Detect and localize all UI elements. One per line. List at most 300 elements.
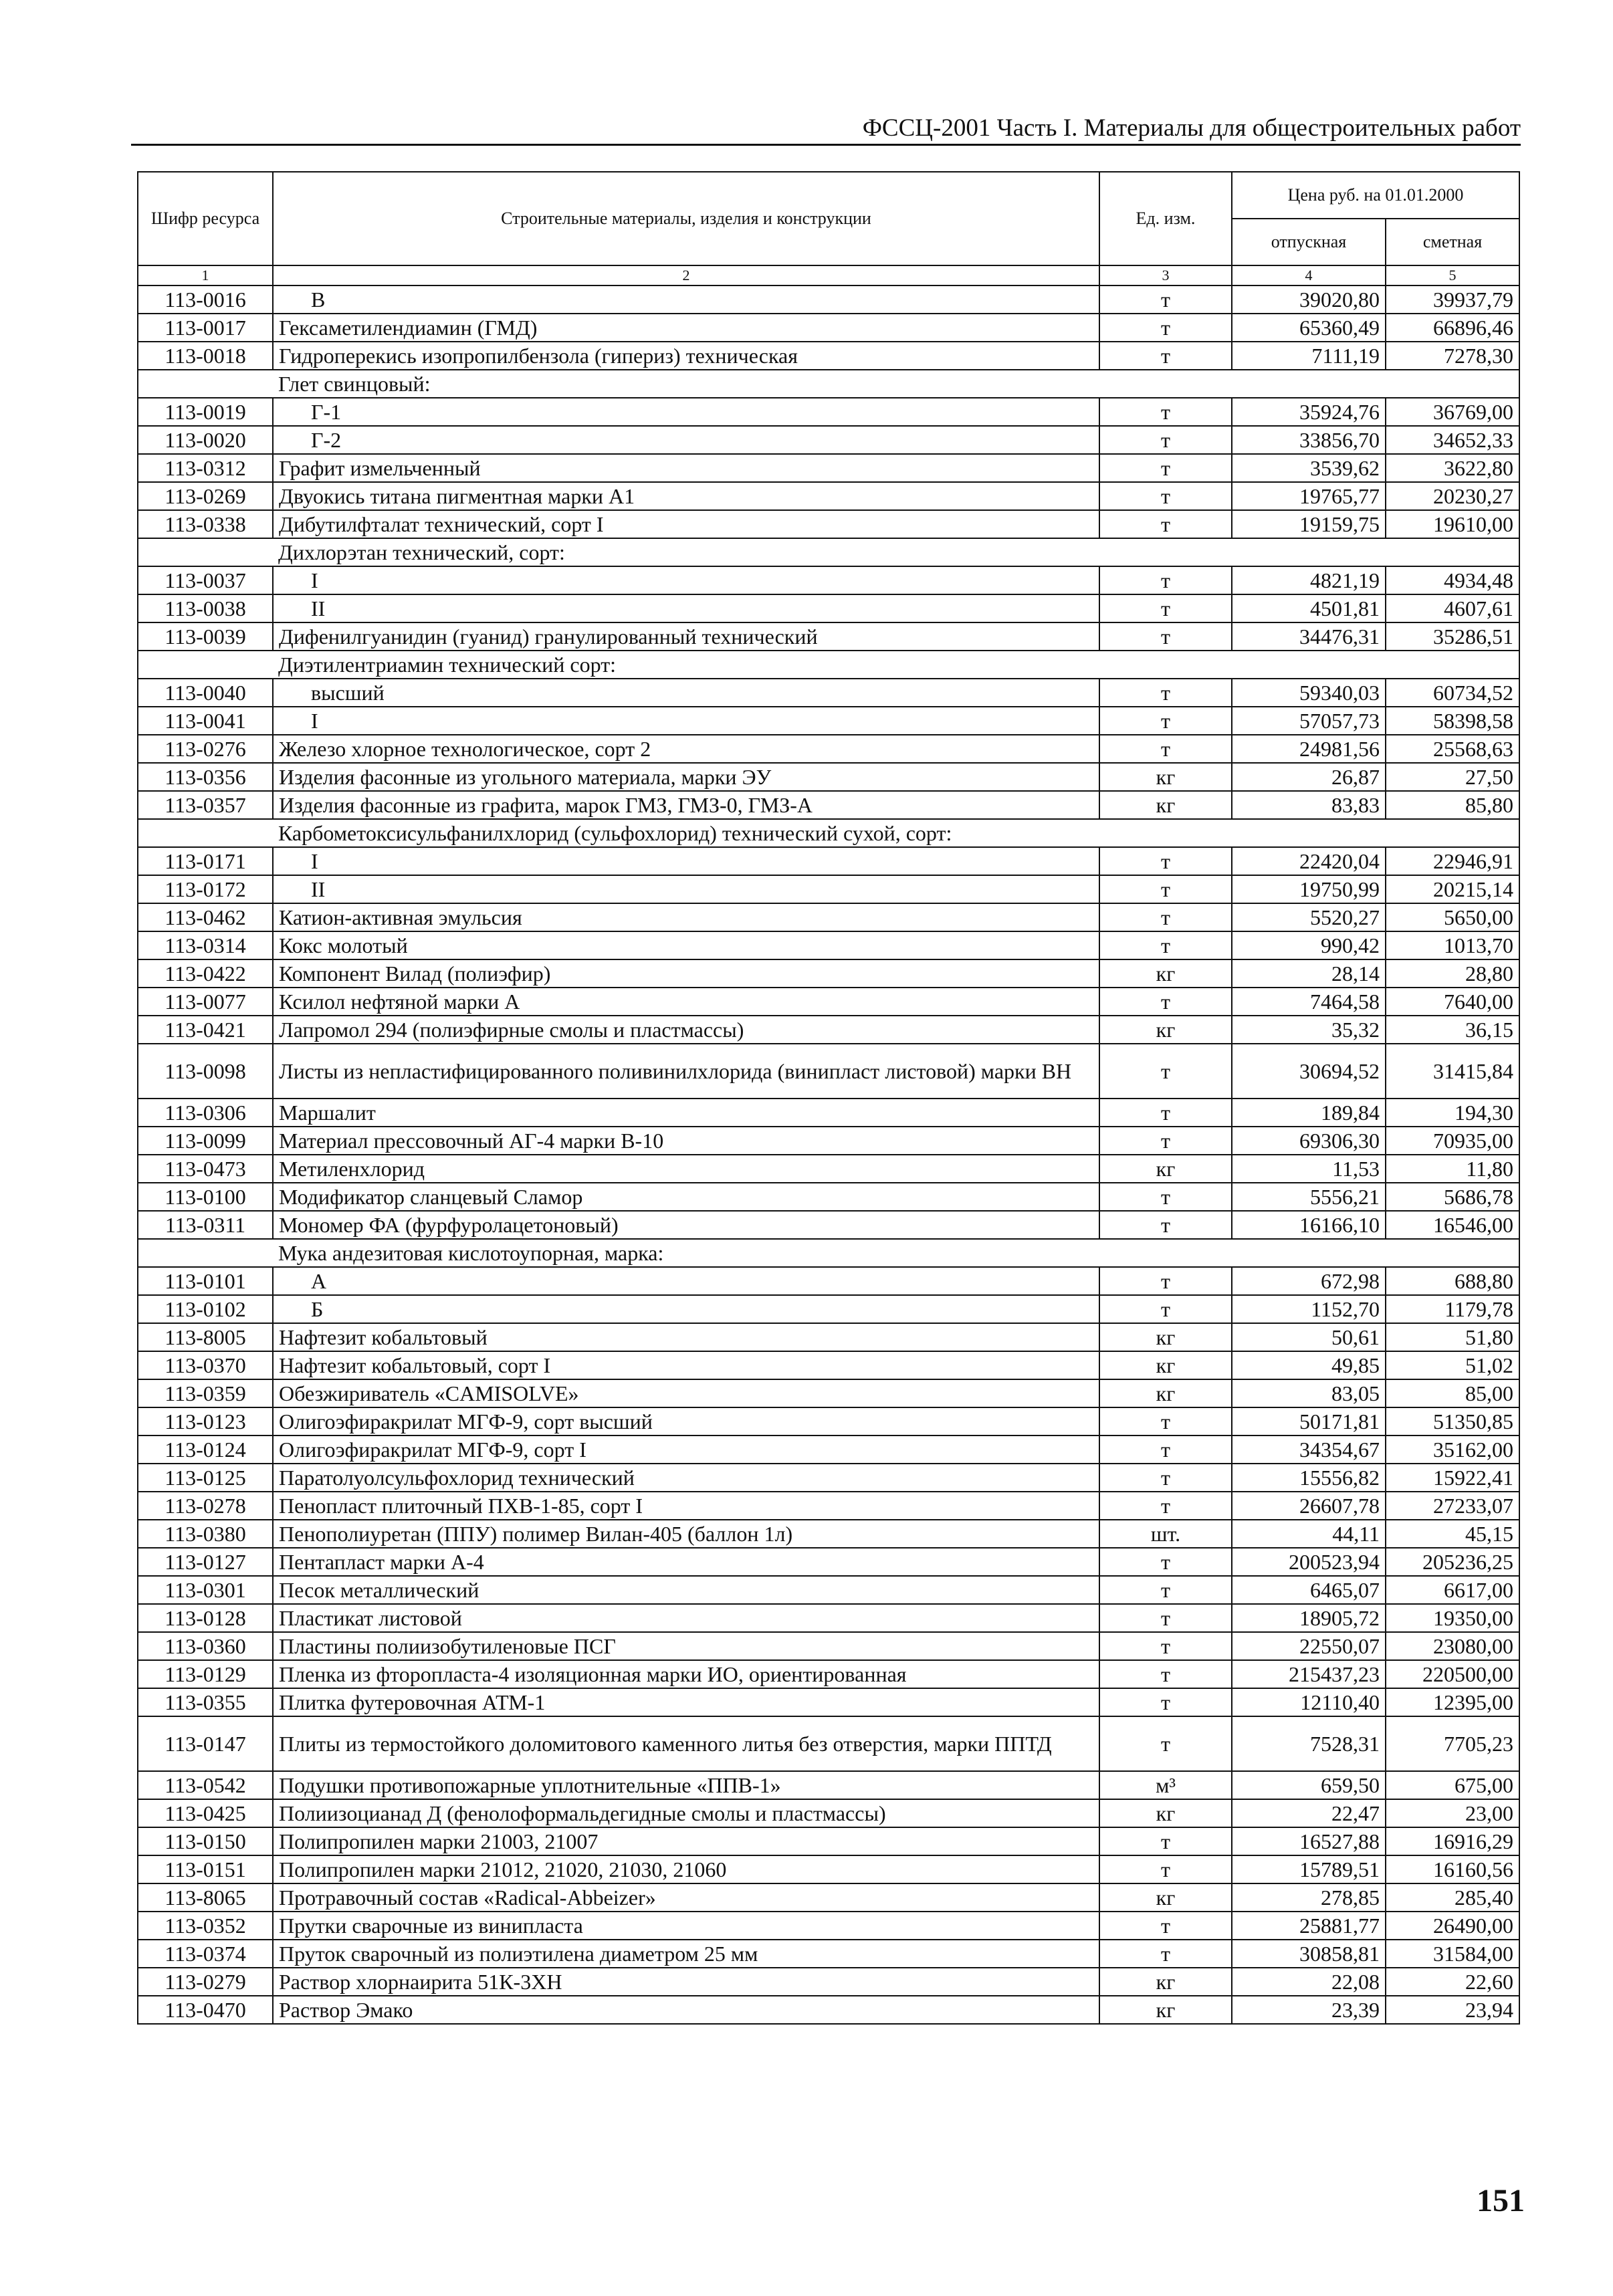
material-name-text: II bbox=[311, 877, 326, 901]
release-price: 19750,99 bbox=[1232, 875, 1386, 903]
table-row bbox=[138, 1155, 1519, 1183]
material-name bbox=[273, 1827, 1099, 1855]
release-price: 35,32 bbox=[1232, 1016, 1386, 1044]
release-price: 215437,23 bbox=[1232, 1660, 1386, 1688]
resource-code: 113-0374 bbox=[138, 1940, 273, 1968]
release-price: 30858,81 bbox=[1232, 1940, 1386, 1968]
table-row bbox=[138, 398, 1519, 426]
release-price: 189,84 bbox=[1232, 1099, 1386, 1127]
estimate-price: 70935,00 bbox=[1386, 1127, 1519, 1155]
unit: т bbox=[1099, 1464, 1232, 1492]
unit: т bbox=[1099, 426, 1232, 454]
resource-code: 113-0125 bbox=[138, 1464, 273, 1492]
material-name-text: Катион-активная эмульсия bbox=[279, 905, 522, 929]
table-row bbox=[138, 1464, 1519, 1492]
release-price: 44,11 bbox=[1232, 1520, 1386, 1548]
unit: т bbox=[1099, 735, 1232, 763]
table-row bbox=[138, 1771, 1519, 1799]
table-row bbox=[138, 959, 1519, 988]
estimate-price: 23080,00 bbox=[1386, 1632, 1519, 1660]
unit: кг bbox=[1099, 1799, 1232, 1827]
unit: т bbox=[1099, 1940, 1232, 1968]
unit: т bbox=[1099, 931, 1232, 959]
material-name bbox=[273, 566, 1099, 594]
material-name-text: Ксилол нефтяной марки А bbox=[279, 990, 520, 1014]
resource-code: 113-0276 bbox=[138, 735, 273, 763]
material-name-text: Подушки противопожарные уплотнительные «ППВ-1» bbox=[279, 1773, 781, 1797]
material-name-text: Маршалит bbox=[279, 1101, 376, 1125]
resource-code: 113-0150 bbox=[138, 1827, 273, 1855]
table-row bbox=[138, 1295, 1519, 1323]
material-name-text: В bbox=[311, 288, 326, 312]
table-row bbox=[138, 763, 1519, 791]
material-name-text: Метиленхлорид bbox=[279, 1157, 425, 1181]
material-name bbox=[273, 707, 1099, 735]
material-name bbox=[273, 1576, 1099, 1604]
resource-code: 113-0352 bbox=[138, 1912, 273, 1940]
material-name-text: Пентапласт марки А-4 bbox=[279, 1550, 484, 1574]
resource-code: 113-0041 bbox=[138, 707, 273, 735]
release-price: 12110,40 bbox=[1232, 1688, 1386, 1716]
table-row bbox=[138, 735, 1519, 763]
resource-code: 113-0360 bbox=[138, 1632, 273, 1660]
release-price: 34476,31 bbox=[1232, 622, 1386, 651]
resource-code: 113-0077 bbox=[138, 988, 273, 1016]
material-name bbox=[273, 454, 1099, 482]
material-name bbox=[273, 510, 1099, 538]
estimate-price: 22,60 bbox=[1386, 1968, 1519, 1996]
material-name bbox=[273, 1323, 1099, 1351]
release-price: 4821,19 bbox=[1232, 566, 1386, 594]
release-price: 200523,94 bbox=[1232, 1548, 1386, 1576]
material-name-text: Изделия фасонные из графита, марок ГМЗ, ГМЗ-0, ГМЗ-А bbox=[279, 793, 813, 817]
price-table bbox=[137, 171, 1520, 2025]
table-row bbox=[138, 482, 1519, 510]
material-name bbox=[273, 1940, 1099, 1968]
table-row bbox=[138, 1183, 1519, 1211]
group-code-blank bbox=[138, 538, 273, 566]
estimate-price: 19350,00 bbox=[1386, 1604, 1519, 1632]
material-name-text: Листы из непластифицированного поливинилхлорида (винипласт листовой) марки ВН bbox=[279, 1059, 1072, 1083]
release-price: 26,87 bbox=[1232, 763, 1386, 791]
unit: т bbox=[1099, 707, 1232, 735]
group-heading-row bbox=[138, 370, 1519, 398]
material-name-text: Пластикат листовой bbox=[279, 1606, 462, 1630]
group-heading: Мука андезитовая кислотоупорная, марка: bbox=[273, 1239, 1519, 1267]
table-row bbox=[138, 1576, 1519, 1604]
resource-code: 113-0098 bbox=[138, 1044, 273, 1099]
release-price: 18905,72 bbox=[1232, 1604, 1386, 1632]
table-row bbox=[138, 1267, 1519, 1295]
unit: т bbox=[1099, 1660, 1232, 1688]
resource-code: 113-0542 bbox=[138, 1771, 273, 1799]
group-heading: Глет свинцовый: bbox=[273, 370, 1519, 398]
header-code: Шифр ресурса bbox=[138, 172, 273, 265]
resource-code: 113-0018 bbox=[138, 342, 273, 370]
release-price: 59340,03 bbox=[1232, 679, 1386, 707]
unit: т bbox=[1099, 1099, 1232, 1127]
unit: т bbox=[1099, 1295, 1232, 1323]
resource-code: 113-0359 bbox=[138, 1379, 273, 1407]
unit: кг bbox=[1099, 1016, 1232, 1044]
unit: т bbox=[1099, 1604, 1232, 1632]
release-price: 16166,10 bbox=[1232, 1211, 1386, 1239]
material-name bbox=[273, 1464, 1099, 1492]
header-price-group: Цена руб. на 01.01.2000 bbox=[1232, 172, 1519, 219]
material-name-text: Раствор хлорнаирита 51К-3ХН bbox=[279, 1970, 562, 1994]
table-row bbox=[138, 1044, 1519, 1099]
release-price: 16527,88 bbox=[1232, 1827, 1386, 1855]
release-price: 278,85 bbox=[1232, 1883, 1386, 1912]
resource-code: 113-0311 bbox=[138, 1211, 273, 1239]
unit: т bbox=[1099, 566, 1232, 594]
material-name bbox=[273, 1492, 1099, 1520]
material-name-text: Плиты из термостойкого доломитового каменного литья без отверстия, марки ППТД bbox=[279, 1732, 1052, 1756]
unit: т bbox=[1099, 1267, 1232, 1295]
estimate-price: 7278,30 bbox=[1386, 342, 1519, 370]
release-price: 15789,51 bbox=[1232, 1855, 1386, 1883]
material-name bbox=[273, 1155, 1099, 1183]
estimate-price: 7705,23 bbox=[1386, 1716, 1519, 1771]
material-name-text: Плитка футеровочная АТМ-1 bbox=[279, 1690, 546, 1714]
release-price: 672,98 bbox=[1232, 1267, 1386, 1295]
release-price: 6465,07 bbox=[1232, 1576, 1386, 1604]
unit: шт. bbox=[1099, 1520, 1232, 1548]
estimate-price: 60734,52 bbox=[1386, 679, 1519, 707]
material-name bbox=[273, 1771, 1099, 1799]
estimate-price: 36,15 bbox=[1386, 1016, 1519, 1044]
estimate-price: 25568,63 bbox=[1386, 735, 1519, 763]
table-row bbox=[138, 594, 1519, 622]
estimate-price: 16546,00 bbox=[1386, 1211, 1519, 1239]
table-row bbox=[138, 510, 1519, 538]
unit: т bbox=[1099, 679, 1232, 707]
material-name bbox=[273, 763, 1099, 791]
material-name-text: Мономер ФА (фурфуролацетоновый) bbox=[279, 1213, 619, 1237]
table-row bbox=[138, 1716, 1519, 1771]
estimate-price: 205236,25 bbox=[1386, 1548, 1519, 1576]
resource-code: 113-0306 bbox=[138, 1099, 273, 1127]
resource-code: 113-0312 bbox=[138, 454, 273, 482]
estimate-price: 285,40 bbox=[1386, 1883, 1519, 1912]
release-price: 11,53 bbox=[1232, 1155, 1386, 1183]
resource-code: 113-0357 bbox=[138, 791, 273, 819]
table-row bbox=[138, 1940, 1519, 1968]
table-row bbox=[138, 1996, 1519, 2024]
release-price: 50,61 bbox=[1232, 1323, 1386, 1351]
unit: т bbox=[1099, 1716, 1232, 1771]
resource-code: 113-0473 bbox=[138, 1155, 273, 1183]
group-heading-row bbox=[138, 651, 1519, 679]
table-row bbox=[138, 454, 1519, 482]
material-name-text: Прутки сварочные из винипласта bbox=[279, 1914, 583, 1938]
estimate-price: 34652,33 bbox=[1386, 426, 1519, 454]
material-name bbox=[273, 1799, 1099, 1827]
release-price: 24981,56 bbox=[1232, 735, 1386, 763]
unit: кг bbox=[1099, 1968, 1232, 1996]
material-name-text: Полипропилен марки 21003, 21007 bbox=[279, 1829, 599, 1853]
unit: т bbox=[1099, 847, 1232, 875]
table-row bbox=[138, 679, 1519, 707]
unit: т bbox=[1099, 285, 1232, 314]
table-row bbox=[138, 1912, 1519, 1940]
release-price: 65360,49 bbox=[1232, 314, 1386, 342]
header-name: Строительные материалы, изделия и конструкции bbox=[273, 172, 1099, 265]
material-name bbox=[273, 1295, 1099, 1323]
material-name-text: Компонент Вилад (полиэфир) bbox=[279, 961, 551, 986]
estimate-price: 36769,00 bbox=[1386, 398, 1519, 426]
table-row bbox=[138, 622, 1519, 651]
resource-code: 113-8005 bbox=[138, 1323, 273, 1351]
release-price: 23,39 bbox=[1232, 1996, 1386, 2024]
unit: т bbox=[1099, 1492, 1232, 1520]
estimate-price: 27233,07 bbox=[1386, 1492, 1519, 1520]
unit: кг bbox=[1099, 1883, 1232, 1912]
estimate-price: 5686,78 bbox=[1386, 1183, 1519, 1211]
estimate-price: 51,80 bbox=[1386, 1323, 1519, 1351]
material-name-text: Двуокись титана пигментная марки А1 bbox=[279, 484, 635, 508]
material-name bbox=[273, 1127, 1099, 1155]
estimate-price: 58398,58 bbox=[1386, 707, 1519, 735]
table-row bbox=[138, 791, 1519, 819]
table-row bbox=[138, 1827, 1519, 1855]
unit: т bbox=[1099, 1183, 1232, 1211]
release-price: 7464,58 bbox=[1232, 988, 1386, 1016]
table-row bbox=[138, 1968, 1519, 1996]
resource-code: 113-0123 bbox=[138, 1407, 273, 1436]
resource-code: 113-0101 bbox=[138, 1267, 273, 1295]
unit: т bbox=[1099, 482, 1232, 510]
material-name-text: I bbox=[311, 709, 318, 733]
estimate-price: 26490,00 bbox=[1386, 1912, 1519, 1940]
group-heading-row bbox=[138, 819, 1519, 847]
material-name bbox=[273, 1548, 1099, 1576]
unit: т bbox=[1099, 1576, 1232, 1604]
material-name bbox=[273, 1351, 1099, 1379]
estimate-price: 35162,00 bbox=[1386, 1436, 1519, 1464]
material-name-text: Лапромол 294 (полиэфирные смолы и пластмассы) bbox=[279, 1018, 744, 1042]
material-name bbox=[273, 1044, 1099, 1099]
unit: кг bbox=[1099, 1323, 1232, 1351]
group-code-blank bbox=[138, 819, 273, 847]
estimate-price: 19610,00 bbox=[1386, 510, 1519, 538]
group-code-blank bbox=[138, 370, 273, 398]
material-name bbox=[273, 1436, 1099, 1464]
estimate-price: 1013,70 bbox=[1386, 931, 1519, 959]
material-name bbox=[273, 847, 1099, 875]
table-row bbox=[138, 426, 1519, 454]
material-name-text: Кокс молотый bbox=[279, 933, 408, 957]
resource-code: 113-0151 bbox=[138, 1855, 273, 1883]
unit: кг bbox=[1099, 1351, 1232, 1379]
estimate-price: 6617,00 bbox=[1386, 1576, 1519, 1604]
table-row bbox=[138, 342, 1519, 370]
column-number: 3 bbox=[1099, 265, 1232, 285]
estimate-price: 20230,27 bbox=[1386, 482, 1519, 510]
material-name bbox=[273, 875, 1099, 903]
resource-code: 113-0380 bbox=[138, 1520, 273, 1548]
table-row bbox=[138, 988, 1519, 1016]
estimate-price: 23,00 bbox=[1386, 1799, 1519, 1827]
material-name bbox=[273, 398, 1099, 426]
estimate-price: 23,94 bbox=[1386, 1996, 1519, 2024]
release-price: 19159,75 bbox=[1232, 510, 1386, 538]
unit: т bbox=[1099, 875, 1232, 903]
unit: т bbox=[1099, 398, 1232, 426]
unit: кг bbox=[1099, 1379, 1232, 1407]
estimate-price: 22946,91 bbox=[1386, 847, 1519, 875]
unit: т bbox=[1099, 510, 1232, 538]
material-name-text: Паратолуолсульфохлорид технический bbox=[279, 1466, 635, 1490]
material-name-text: Обезжириватель «CAMISOLVE» bbox=[279, 1381, 579, 1405]
release-price: 5556,21 bbox=[1232, 1183, 1386, 1211]
resource-code: 113-0462 bbox=[138, 903, 273, 931]
material-name bbox=[273, 622, 1099, 651]
estimate-price: 15922,41 bbox=[1386, 1464, 1519, 1492]
material-name-text: Пленка из фторопласта-4 изоляционная марки ИО, ориентированная bbox=[279, 1662, 907, 1686]
unit: т bbox=[1099, 903, 1232, 931]
estimate-price: 51350,85 bbox=[1386, 1407, 1519, 1436]
table-row bbox=[138, 1436, 1519, 1464]
release-price: 4501,81 bbox=[1232, 594, 1386, 622]
table-row bbox=[138, 1016, 1519, 1044]
group-heading-row bbox=[138, 538, 1519, 566]
material-name bbox=[273, 679, 1099, 707]
resource-code: 113-0019 bbox=[138, 398, 273, 426]
resource-code: 113-0171 bbox=[138, 847, 273, 875]
material-name-text: Г-2 bbox=[311, 428, 342, 452]
table-row bbox=[138, 875, 1519, 903]
release-price: 39020,80 bbox=[1232, 285, 1386, 314]
material-name-text: Железо хлорное технологическое, сорт 2 bbox=[279, 737, 651, 761]
release-price: 49,85 bbox=[1232, 1351, 1386, 1379]
estimate-price: 85,80 bbox=[1386, 791, 1519, 819]
material-name-text: Дибутилфталат технический, сорт I bbox=[279, 512, 604, 536]
table-row bbox=[138, 903, 1519, 931]
release-price: 69306,30 bbox=[1232, 1127, 1386, 1155]
material-name bbox=[273, 1407, 1099, 1436]
table-row bbox=[138, 1632, 1519, 1660]
unit: т bbox=[1099, 454, 1232, 482]
resource-code: 113-0147 bbox=[138, 1716, 273, 1771]
estimate-price: 4934,48 bbox=[1386, 566, 1519, 594]
unit: т bbox=[1099, 1044, 1232, 1099]
table-row bbox=[138, 1407, 1519, 1436]
resource-code: 113-0016 bbox=[138, 285, 273, 314]
material-name-text: Пенопласт плиточный ПХВ-1-85, сорт I bbox=[279, 1494, 643, 1518]
unit: кг bbox=[1099, 763, 1232, 791]
table-row bbox=[138, 314, 1519, 342]
table-row bbox=[138, 1351, 1519, 1379]
estimate-price: 194,30 bbox=[1386, 1099, 1519, 1127]
group-code-blank bbox=[138, 1239, 273, 1267]
estimate-price: 1179,78 bbox=[1386, 1295, 1519, 1323]
material-name-text: Раствор Эмако bbox=[279, 1998, 413, 2022]
estimate-price: 16916,29 bbox=[1386, 1827, 1519, 1855]
material-name bbox=[273, 988, 1099, 1016]
material-name-text: Олигоэфиракрилат МГФ-9, сорт высший bbox=[279, 1409, 653, 1433]
unit: т bbox=[1099, 1436, 1232, 1464]
unit: т bbox=[1099, 314, 1232, 342]
material-name bbox=[273, 482, 1099, 510]
material-name bbox=[273, 791, 1099, 819]
material-name-text: Графит измельченный bbox=[279, 456, 481, 480]
resource-code: 113-8065 bbox=[138, 1883, 273, 1912]
material-name-text: Пруток сварочный из полиэтилена диаметром 25 мм bbox=[279, 1942, 758, 1966]
resource-code: 113-0338 bbox=[138, 510, 273, 538]
material-name bbox=[273, 314, 1099, 342]
table-row bbox=[138, 707, 1519, 735]
resource-code: 113-0040 bbox=[138, 679, 273, 707]
material-name-text: Полипропилен марки 21012, 21020, 21030, 21060 bbox=[279, 1857, 727, 1881]
resource-code: 113-0301 bbox=[138, 1576, 273, 1604]
material-name-text: Песок металлический bbox=[279, 1578, 479, 1602]
estimate-price: 16160,56 bbox=[1386, 1855, 1519, 1883]
estimate-price: 11,80 bbox=[1386, 1155, 1519, 1183]
unit: т bbox=[1099, 1827, 1232, 1855]
material-name-text: Дифенилгуанидин (гуанид) гранулированный технический bbox=[279, 624, 818, 649]
release-price: 22,47 bbox=[1232, 1799, 1386, 1827]
resource-code: 113-0100 bbox=[138, 1183, 273, 1211]
page-number: 151 bbox=[1477, 2183, 1525, 2218]
table-row bbox=[138, 1211, 1519, 1239]
column-number: 1 bbox=[138, 265, 273, 285]
running-header: ФССЦ-2001 Часть I. Материалы для общестроительных работ bbox=[131, 111, 1521, 146]
release-price: 22,08 bbox=[1232, 1968, 1386, 1996]
release-price: 83,05 bbox=[1232, 1379, 1386, 1407]
material-name-text: Гидроперекись изопропилбензола (гипериз) техническая bbox=[279, 344, 798, 368]
material-name-text: Пенополиуретан (ППУ) полимер Вилан-405 (баллон 1л) bbox=[279, 1522, 793, 1546]
release-price: 659,50 bbox=[1232, 1771, 1386, 1799]
material-name-text: I bbox=[311, 849, 318, 873]
material-name-text: Пластины полиизобутиленовые ПСГ bbox=[279, 1634, 616, 1658]
estimate-price: 20215,14 bbox=[1386, 875, 1519, 903]
resource-code: 113-0127 bbox=[138, 1548, 273, 1576]
estimate-price: 5650,00 bbox=[1386, 903, 1519, 931]
table-row bbox=[138, 931, 1519, 959]
material-name bbox=[273, 1211, 1099, 1239]
material-name-text: Полиизоцианад Д (фенолоформальдегидные смолы и пластмассы) bbox=[279, 1801, 886, 1825]
estimate-price: 66896,46 bbox=[1386, 314, 1519, 342]
unit: т bbox=[1099, 622, 1232, 651]
release-price: 990,42 bbox=[1232, 931, 1386, 959]
estimate-price: 35286,51 bbox=[1386, 622, 1519, 651]
release-price: 28,14 bbox=[1232, 959, 1386, 988]
material-name bbox=[273, 1688, 1099, 1716]
estimate-price: 85,00 bbox=[1386, 1379, 1519, 1407]
resource-code: 113-0314 bbox=[138, 931, 273, 959]
estimate-price: 220500,00 bbox=[1386, 1660, 1519, 1688]
unit: т bbox=[1099, 594, 1232, 622]
table-row bbox=[138, 1883, 1519, 1912]
release-price: 34354,67 bbox=[1232, 1436, 1386, 1464]
resource-code: 113-0422 bbox=[138, 959, 273, 988]
table-row bbox=[138, 1492, 1519, 1520]
table-row bbox=[138, 1855, 1519, 1883]
resource-code: 113-0269 bbox=[138, 482, 273, 510]
material-name-text: I bbox=[311, 568, 318, 592]
unit: кг bbox=[1099, 791, 1232, 819]
release-price: 35924,76 bbox=[1232, 398, 1386, 426]
release-price: 7111,19 bbox=[1232, 342, 1386, 370]
material-name bbox=[273, 931, 1099, 959]
estimate-price: 51,02 bbox=[1386, 1351, 1519, 1379]
unit: т bbox=[1099, 1211, 1232, 1239]
release-price: 50171,81 bbox=[1232, 1407, 1386, 1436]
material-name bbox=[273, 1604, 1099, 1632]
material-name bbox=[273, 1379, 1099, 1407]
table-row bbox=[138, 847, 1519, 875]
